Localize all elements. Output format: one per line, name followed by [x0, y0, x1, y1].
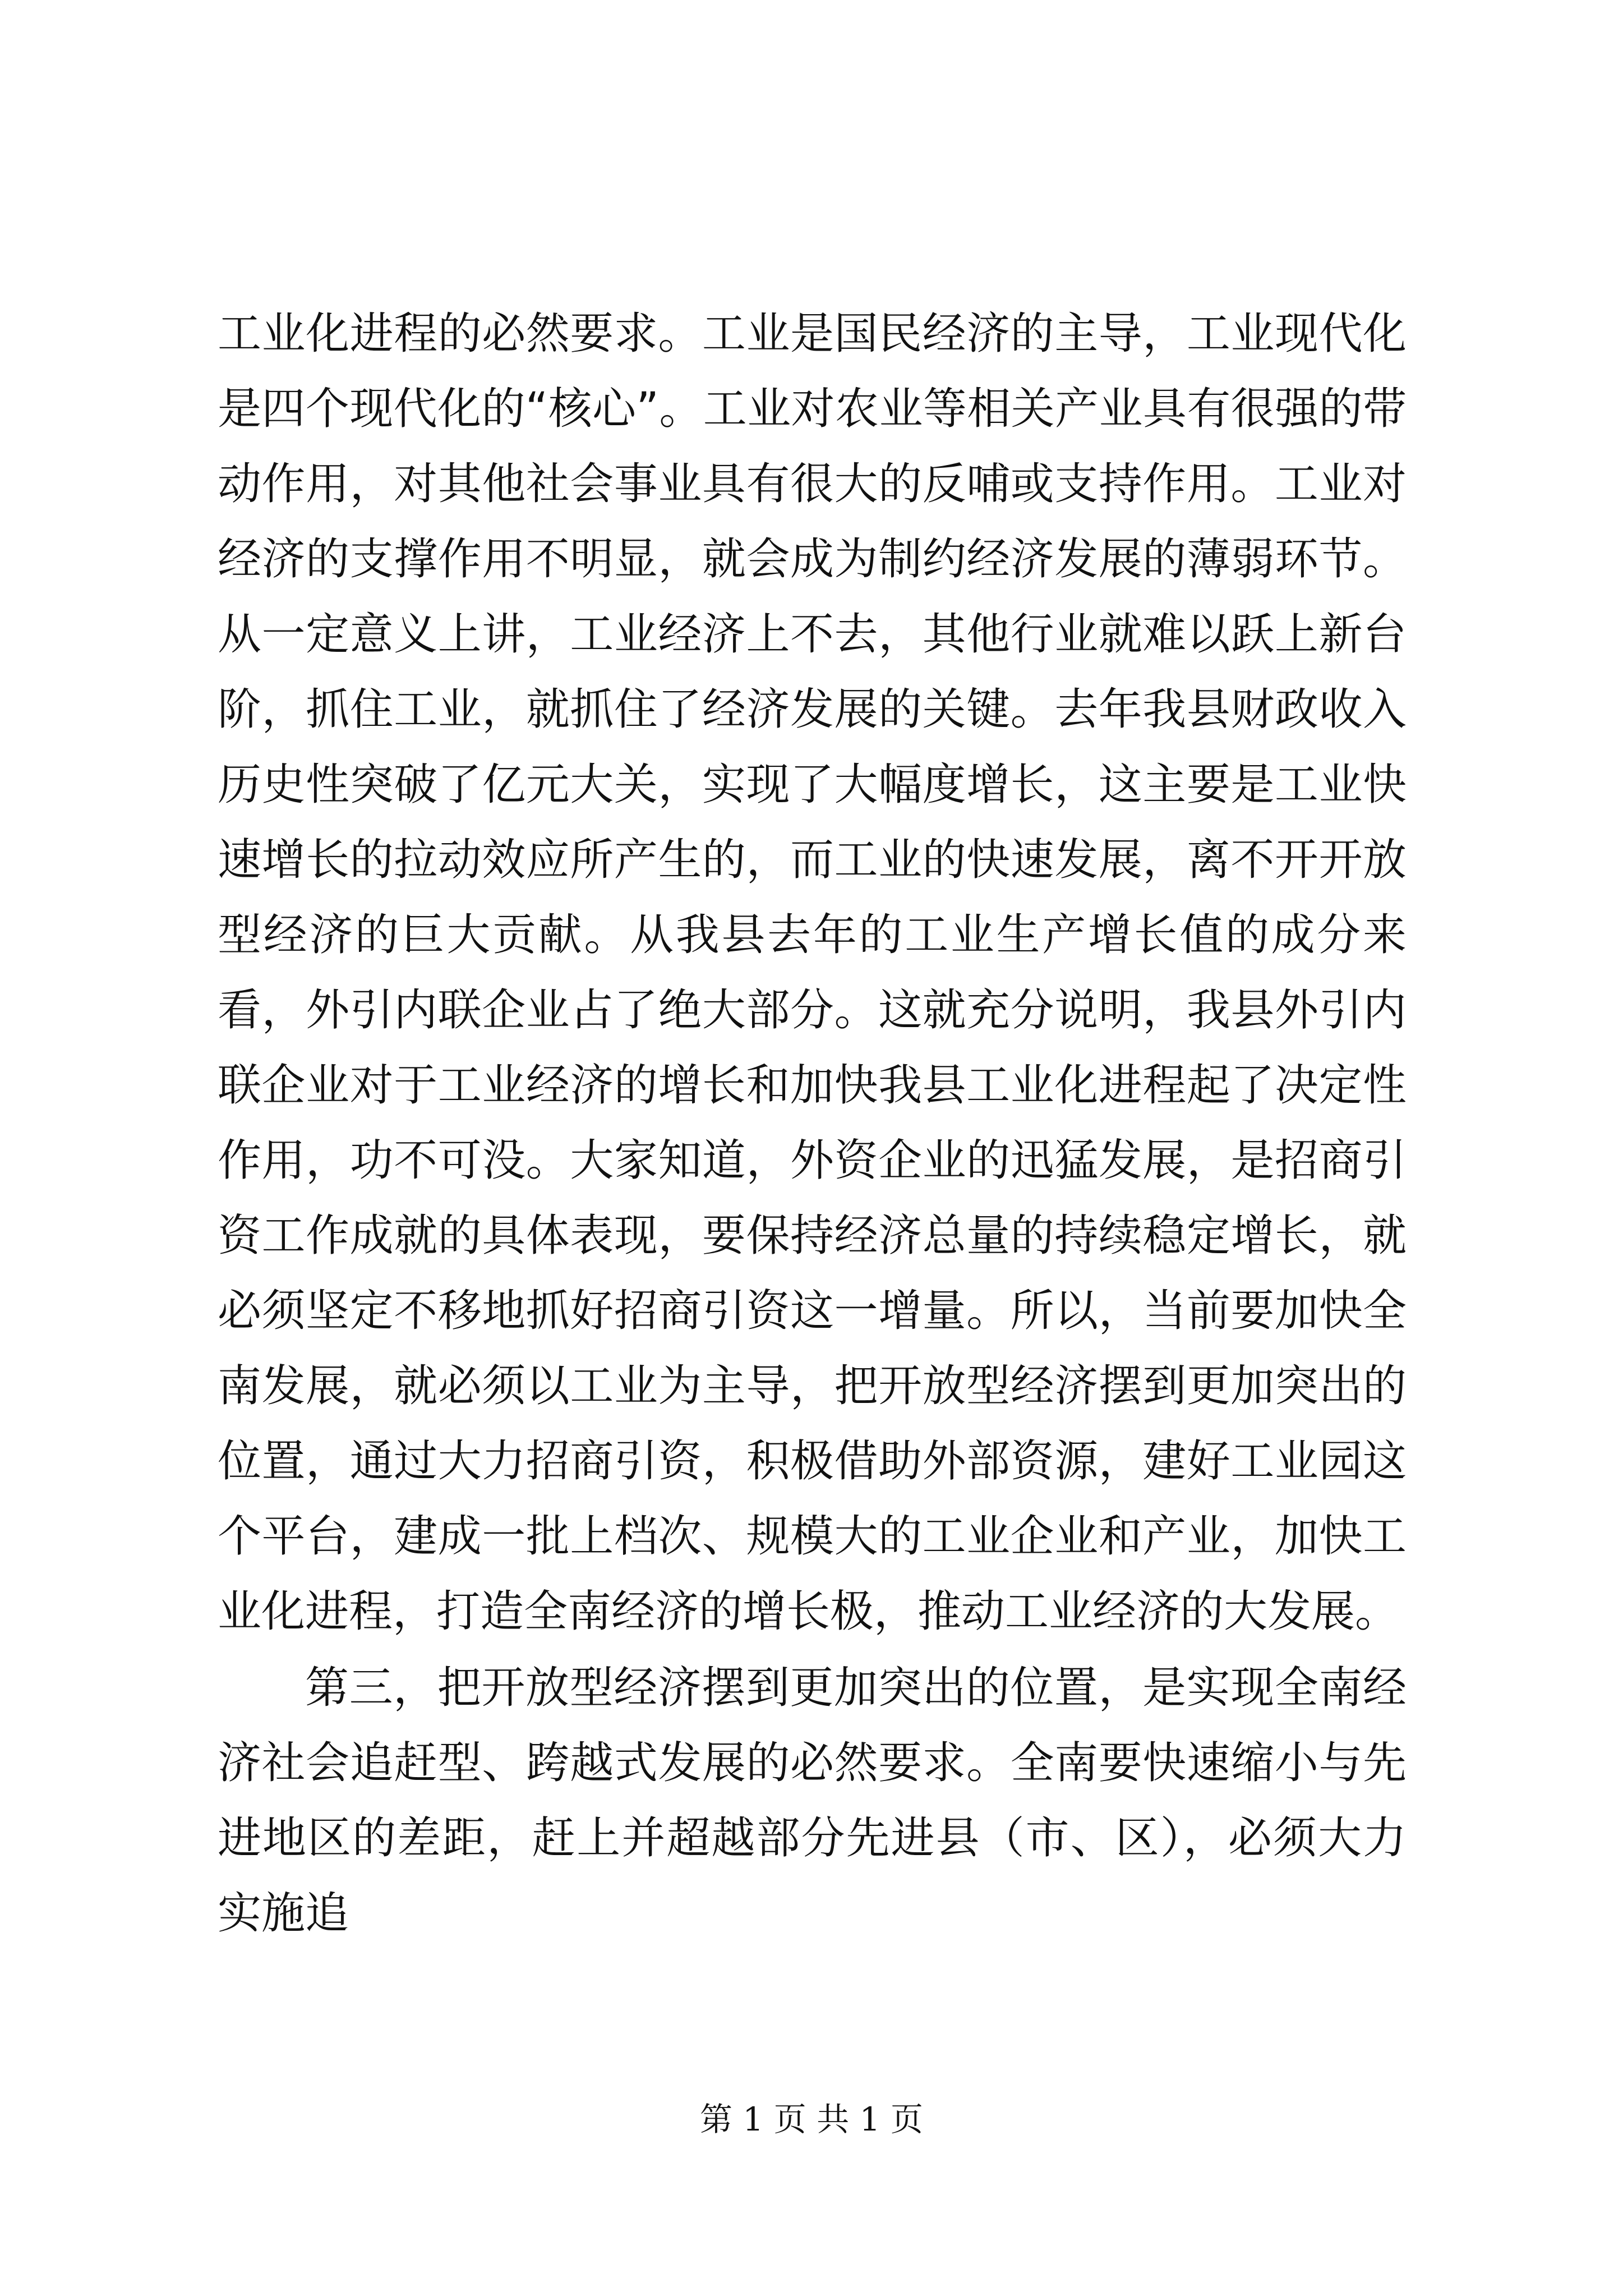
page-footer: 第 1 页 共 1 页 — [700, 2100, 923, 2138]
paragraph-continued: 工业化进程的必然要求。工业是国民经济的主导，工业现代化是四个现代化的“核心”。工业对农业等相关产业具有很强的带动作用，对其他社会事业具有很大的反哺或支持作用。工业对经济的支撑作用不明显，就会成为制约经济发展的薄弱环节。从一定意义上讲，工业经济上不去，其他行业就难以跃上新台阶，抓住工业，就抓住了经济发展的关键。去年我县财政收入历史性突破了亿元大关，实现了大幅度增长，这主要是工业快速增长的拉动效应所产生的，而工业的快速发展，离不开开放型经济的巨大贡献。从我县去年的工业生产增长值的成分来看，外引内联企业占了绝大部分。这就充分说明，我县外引内联企业对于工业经济的增长和加快我县工业化进程起了决定性作用，功不可没。大家知道，外资企业的迅猛发展，是招商引资工作成就的具体表现，要保持经济总量的持续稳定增长，就必须坚定不移地抓好招商引资这一增量。所以，当前要加快全南发展，就必须以工业为主导，把开放型经济摆到更加突出的位置，通过大力招商引资，积极借助外部资源，建好工业园这个平台，建成一批上档次、规模大的工业企业和产业，加快工业化进程，打造全南经济的增长极，推动工业经济的大发展。 — [218, 309, 1407, 1637]
paragraph-third-point: 第三，把开放型经济摆到更加突出的位置，是实现全南经济社会追赶型、跨越式发展的必然要求。全南要快速缩小与先进地区的差距，赶上并超越部分先进县（市、区），必须大力实施追 — [218, 1663, 1407, 1939]
document-body — [218, 296, 1407, 1951]
